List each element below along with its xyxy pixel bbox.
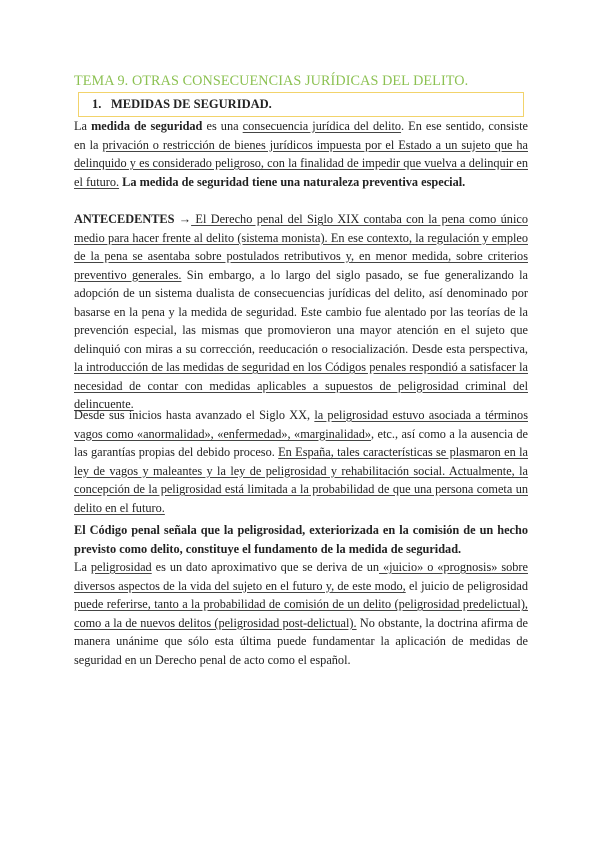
text-run: es un dato aproximativo que se deriva de un [151, 560, 380, 574]
text-run: Sin embargo, a lo largo del siglo pasado, se fue generalizando la adopción de un sistema dualista de consecuencias jurídicas del delito, así denominado por basarse en la pena y la medida de seguridad. Este cambio fue alentado por las teorías de la prevención especial, las mismas que promovieron una mayor atención en el sujeto que delinquió con miras a su corrección, reeducación o resocialización. Desde esta perspectiva, [74, 267, 528, 356]
underlined-run: la peligrosidad estuvo asociada a términos vagos como «anormalidad», «enfermedad», «marginalidad» [74, 408, 528, 441]
paragraph-history [74, 406, 528, 517]
text-run: el juicio de peligrosidad [405, 578, 528, 593]
paragraph-peligrosidad [74, 558, 528, 669]
bold-run: El Código penal señala que la peligrosidad, exteriorizada en la comisión de un hecho previsto como delito, constituye el fundamento de la medida de seguridad. [74, 523, 528, 556]
bold-label: ANTECEDENTES → [74, 212, 192, 226]
text-run: , etc., así como a la ausencia de las garantías propias del debido proceso. [74, 426, 528, 459]
section-label: MEDIDAS DE SEGURIDAD. [111, 97, 272, 111]
paragraph-antecedentes [74, 210, 528, 414]
bold-run: La medida de seguridad tiene una naturaleza preventiva especial. [119, 174, 466, 189]
underlined-run: En España, tales características se plasmaron en la ley de vagos y maleantes y la ley de peligrosidad y rehabilitación social. Actualmente, la concepción de la peligrosidad está limitada a la probabilidad de que una persona cometa un delito en el futuro. [74, 445, 528, 515]
text-run: es una [202, 119, 243, 133]
underlined-run: El Derecho penal del Siglo XIX contaba con la pena como único medio para hacer frente al delito (sistema monista). En ese contexto, la regulación y empleo de la pena se asentaba sobre postulados retributivos y, en menor medida, sobre criterios preventivo generales. [74, 212, 528, 282]
text-run: No obstante, la doctrina afirma de manera unánime que sólo esta última puede fundamentar la aplicación de medidas de seguridad en un Derecho penal de acto como el español. [74, 615, 529, 667]
underlined-run: puede referirse, tanto a la probabilidad de comisión de un delito (peligrosidad predelictual), como a la de nuevos delitos (peligrosidad post-delictual). [74, 597, 528, 630]
paragraph-definition [74, 117, 528, 191]
section-number: 1. [92, 97, 102, 111]
chapter-title: TEMA 9. OTRAS CONSECUENCIAS JURÍDICAS DEL DELITO. [74, 73, 469, 89]
text-run: La [74, 560, 91, 574]
underlined-run: privación o restricción de bienes jurídicos impuesta por el Estado a un sujeto que ha delinquido y es considerado peligroso, con la finalidad de impedir que vuelva a delinquir en el futuro. [74, 137, 528, 189]
bold-term: medida de seguridad [91, 119, 203, 133]
text-run: Desde sus inicios hasta avanzado el Siglo XX, [74, 408, 315, 422]
underlined-run: consecuencia jurídica del delito [242, 119, 402, 133]
section-heading [78, 92, 524, 117]
text-run: La [74, 119, 92, 133]
paragraph-codigo-penal [74, 521, 528, 558]
underlined-run: peligrosidad [90, 560, 152, 574]
underlined-run: la introducción de las medidas de seguridad en los Códigos penales respondió a satisfacer la necesidad de contar con medidas aplicables a supuestos de peligrosidad criminal del delincuente. [74, 360, 528, 411]
underlined-run: «juicio» o «prognosis» sobre diversos aspectos de la vida del sujeto en el futuro y, de este modo, [74, 560, 528, 593]
text-run: . En ese sentido, consiste en la [74, 119, 529, 152]
